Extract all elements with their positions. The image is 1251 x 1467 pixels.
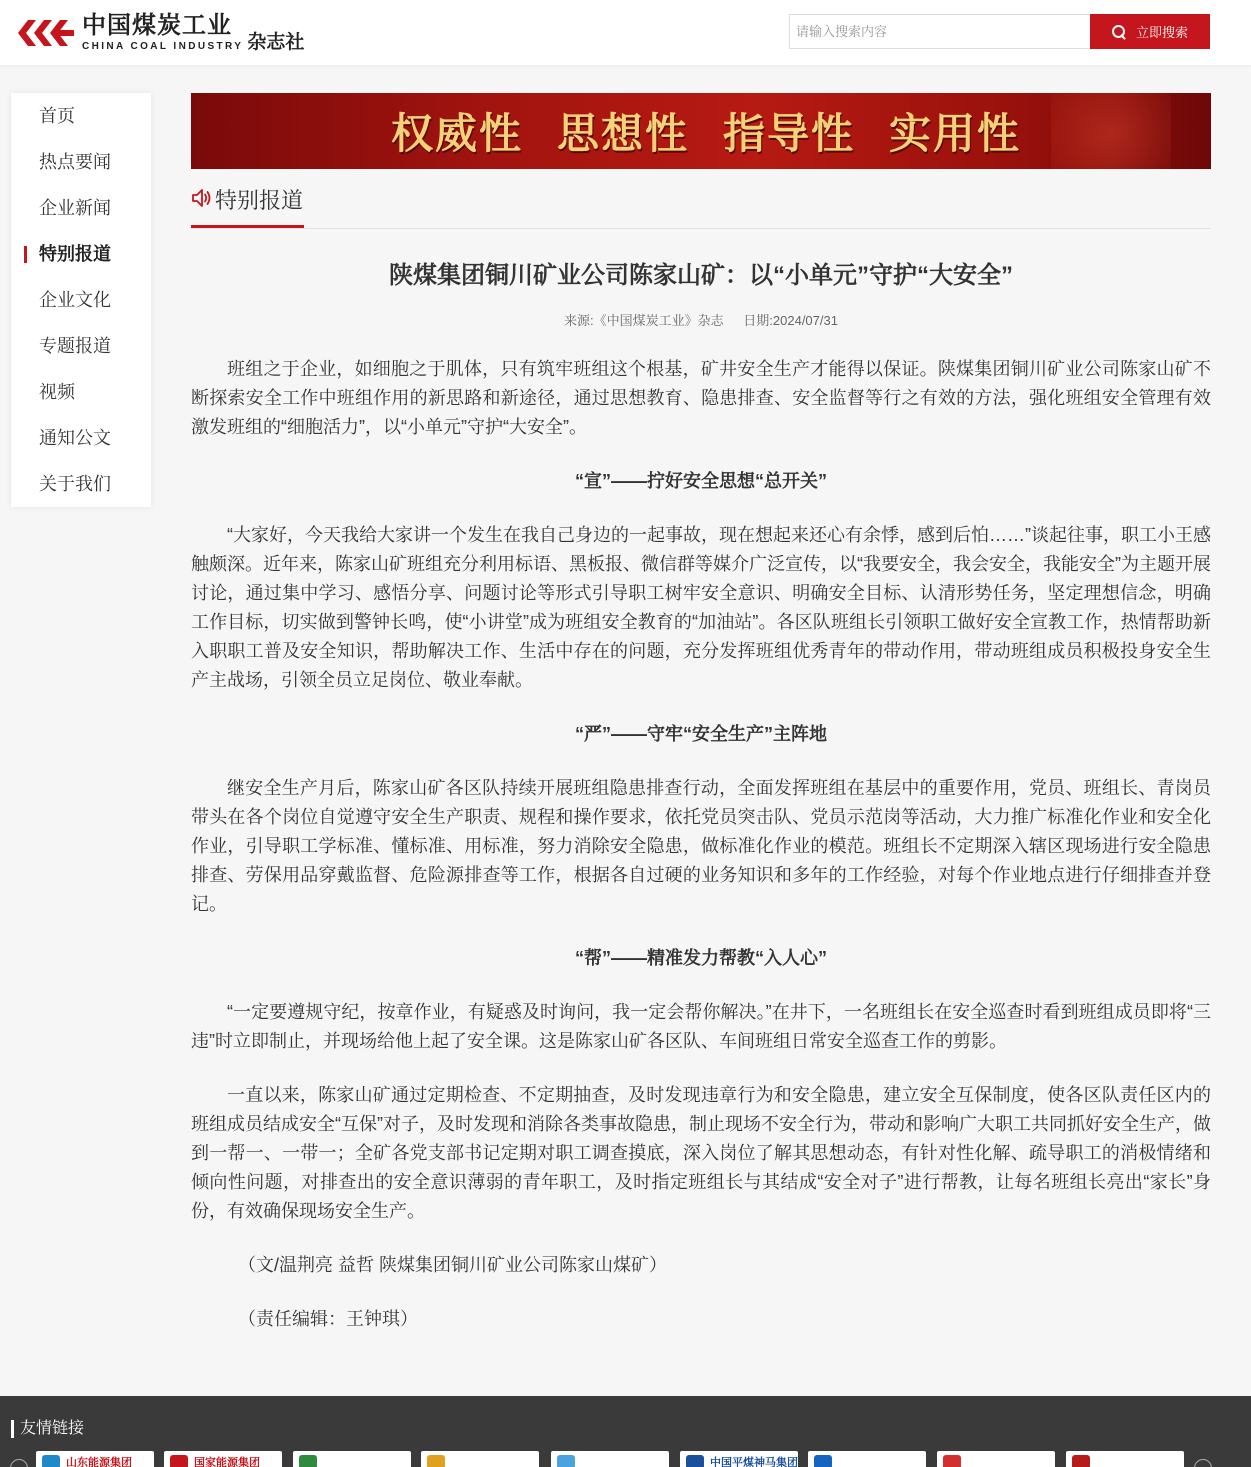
friendly-link[interactable]: 山东能源集团 — [36, 1451, 154, 1467]
site-footer — [0, 1396, 1251, 1467]
sidebar-item-topic-report[interactable]: 专题报道 — [39, 336, 111, 356]
article-author: （文/温荆亮 益哲 陕煤集团铜川矿业公司陈家山煤矿） — [238, 1255, 668, 1275]
partner-logo-icon — [814, 1455, 832, 1467]
friendly-link[interactable]: 中国平煤神马集团 — [680, 1451, 798, 1467]
article-subheading: “帮”——精准发力帮教“入人心” — [575, 948, 827, 968]
banner-word: 实用性 — [889, 109, 1022, 158]
site-header — [0, 0, 1251, 65]
article-paragraph: 一直以来，陈家山矿通过定期检查、不定期抽查，及时发现违章行为和安全隐患，建立安全互保制度，使各区队责任区内的班组成员结成安全“互保”对子，及时发现和消除各类事故隐患，制止现场不安全行为，带动和影响广大职工共同抓好安全生产，做到一帮一、一带一；全矿各党支部书记定期对职工调查摸底，深入岗位了解其思想动态，有针对性化解、疏导职工的消极情绪和倾向性问题，对排查出的安全意识薄弱的青年职工，及时指定班组长与其结成“安全对子”进行帮教，让每名班组长亮出“家长”身份，有效确保现场安全生产。 — [191, 1085, 1211, 1221]
partner-logo-icon — [686, 1455, 704, 1467]
section-title — [191, 184, 304, 228]
article-meta — [191, 310, 1211, 329]
search-button-label: 立即搜索 — [1135, 25, 1188, 40]
logo-subtitle: 杂志社 — [247, 31, 305, 53]
sidebar-nav — [11, 93, 151, 507]
slogan-banner — [191, 93, 1211, 169]
article-subheading: “严”——守牢“安全生产”主阵地 — [575, 724, 827, 744]
article-date: 日期:2024/07/31 — [743, 313, 838, 328]
section-title-label: 特别报道 — [215, 188, 304, 213]
article-body — [191, 355, 1211, 1359]
search-icon — [1112, 25, 1126, 39]
friendly-link[interactable]: 国家能源集团 — [164, 1451, 282, 1467]
article-paragraph: “大家好，今天我给大家讲一个发生在我自己身边的一起事故，现在想起来还心有余悸，感到后怕……”谈起往事，职工小王感触颇深。近年来，陈家山矿班组充分利用标语、黑板报、微信群等媒介广泛宣传，以“我要安全，我会安全，我能安全”为主题开展讨论，通过集中学习、感悟分享、问题讨论等形式引导职工树牢安全意识、明确安全目标、认清形势任务，坚定理想信念，明确工作目标，切实做到警钟长鸣，使“小讲堂”成为班组安全教育的“加油站”。各区队班组长引领职工做好安全宣教工作，热情帮助新入职职工普及安全知识，帮助解决工作、生活中存在的问题，充分发挥班组优秀青年的带动作用，带动班组成员积极投身安全生产主战场，引领全员立足岗位、敬业奉献。 — [191, 525, 1211, 690]
search-input[interactable] — [789, 14, 1091, 49]
search-button[interactable] — [1090, 14, 1210, 49]
article-source: 来源:《中国煤炭工业》杂志 — [564, 313, 724, 328]
banner-word: 思想性 — [556, 109, 689, 158]
partner-logo-icon — [427, 1455, 445, 1467]
friendly-links-row — [0, 1451, 1251, 1467]
sidebar-item-enterprise-news[interactable]: 企业新闻 — [39, 198, 111, 218]
friendly-link[interactable] — [808, 1451, 926, 1467]
friendly-link[interactable] — [1066, 1451, 1184, 1467]
carousel-next-icon[interactable] — [1194, 1459, 1212, 1467]
sidebar-item-special-report[interactable]: 特别报道 — [11, 231, 151, 277]
partner-logo-icon — [943, 1455, 961, 1467]
article-subheading: “宣”——拧好安全思想“总开关” — [575, 471, 827, 491]
partner-logo-icon — [557, 1455, 575, 1467]
article-paragraph: 继安全生产月后，陈家山矿各区队持续开展班组隐患排查行动，全面发挥班组在基层中的重要作用，党员、班组长、青岗员带头在各个岗位自觉遵守安全生产职责、规程和操作要求，依托党员突击队、党员示范岗等活动，大力推广标准化作业和安全化作业，引导职工学标准、懂标准、用标准，努力消除安全隐患，做标准化作业的模范。班组长不定期深入辖区现场进行安全隐患排查、劳保用品穿戴监督、危险源排查等工作，根据各自过硬的业务知识和多年的工作经验，对每个作业地点进行仔细排查并登记。 — [191, 778, 1211, 914]
article-paragraph: “一定要遵规守纪，按章作业，有疑惑及时询问，我一定会帮你解决。”在井下，一名班组长在安全巡查时看到班组成员即将“三违”时立即制止，并现场给他上起了安全课。这是陈家山矿各区队、车间班组日常安全巡查工作的剪影。 — [191, 1002, 1211, 1051]
logo-mark-icon — [10, 16, 74, 50]
friendly-link[interactable] — [293, 1451, 411, 1467]
sidebar-item-about[interactable]: 关于我们 — [39, 474, 111, 494]
friendly-link[interactable] — [421, 1451, 539, 1467]
friendly-links-title: 友情链接 — [11, 1420, 84, 1438]
friendly-link[interactable] — [937, 1451, 1055, 1467]
speaker-icon — [191, 187, 213, 209]
site-logo[interactable] — [10, 12, 304, 54]
partner-logo-icon — [1072, 1455, 1090, 1467]
logo-chinese-name: 中国煤炭工业 — [82, 12, 232, 39]
banner-word: 权威性 — [390, 109, 523, 158]
partner-logo-icon — [299, 1455, 317, 1467]
sidebar-item-hot-news[interactable]: 热点要闻 — [39, 152, 111, 172]
friendly-link[interactable] — [551, 1451, 669, 1467]
logo-english-name: CHINA COAL INDUSTRY — [82, 40, 244, 52]
article-paragraph: 班组之于企业，如细胞之于肌体，只有筑牢班组这个根基，矿井安全生产才能得以保证。陕煤集团铜川矿业公司陈家山矿不断探索安全工作中班组作用的新思路和新途径，通过思想教育、隐患排查、安全监督等行之有效的方法，强化班组安全管理有效激发班组的“细胞活力”，以“小单元”守护“大安全”。 — [191, 359, 1211, 437]
section-header — [191, 184, 1211, 229]
banner-word: 指导性 — [723, 109, 856, 158]
sidebar-item-video[interactable]: 视频 — [39, 382, 75, 402]
carousel-prev-icon[interactable] — [10, 1459, 28, 1467]
sidebar-item-home[interactable]: 首页 — [39, 106, 75, 126]
sidebar-item-enterprise-culture[interactable]: 企业文化 — [39, 290, 111, 310]
partner-logo-icon — [170, 1455, 188, 1467]
article-title: 陕煤集团铜川矿业公司陈家山矿：以“小单元”守护“大安全” — [389, 262, 1013, 289]
article-editor: （责任编辑：王钟琪） — [238, 1309, 418, 1329]
sidebar-item-notices[interactable]: 通知公文 — [39, 428, 111, 448]
partner-logo-icon — [42, 1455, 60, 1467]
